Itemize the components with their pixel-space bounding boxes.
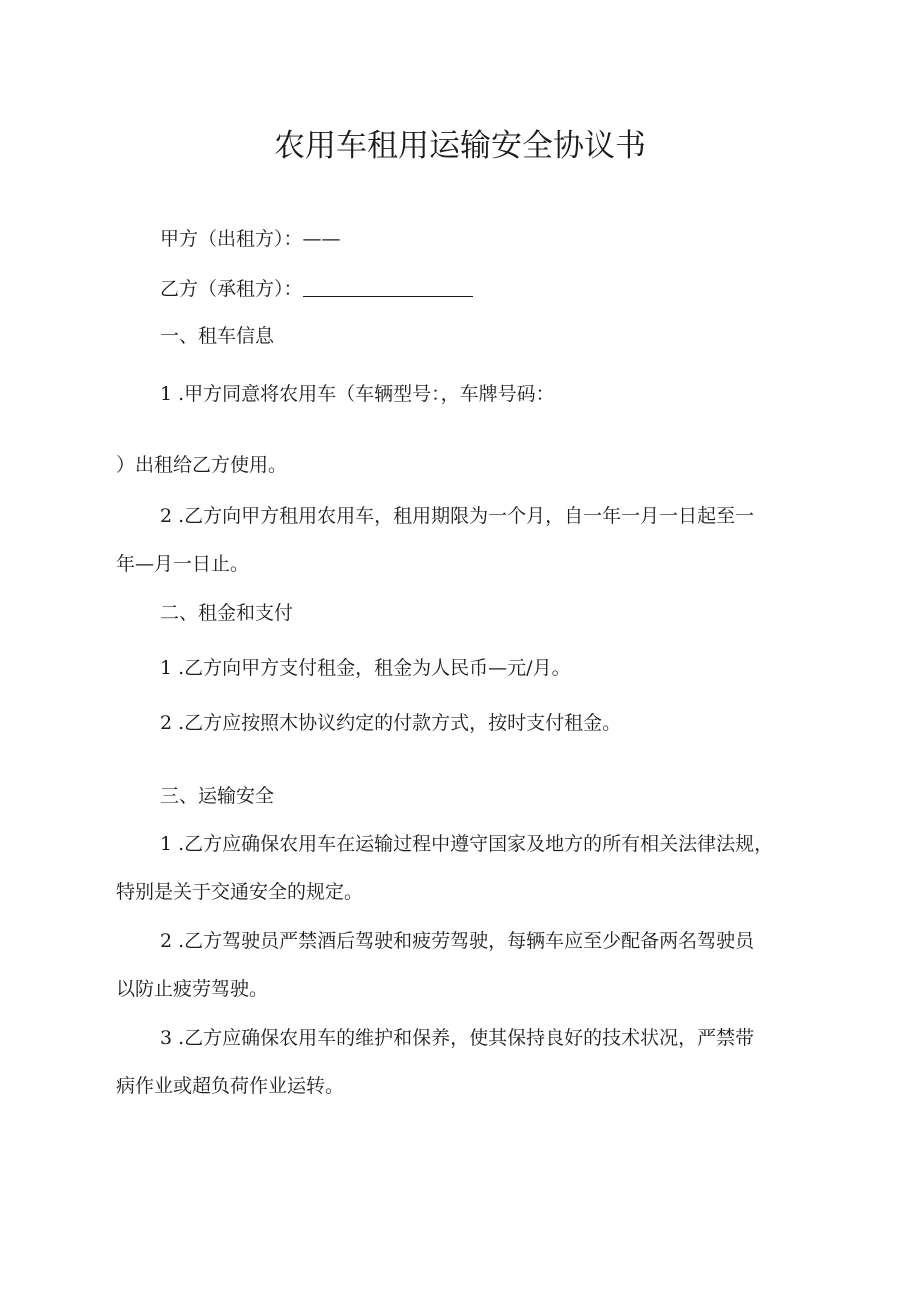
section-3-item-3-line-1: 3 .乙方应确保农用车的维护和保养，使其保持良好的技术状况，严禁带	[160, 1027, 755, 1049]
section-3-item-1-line-2: 特别是关于交通安全的规定。	[116, 881, 364, 903]
section-3-item-3-line-2: 病作业或超负荷作业运转。	[116, 1075, 345, 1097]
section-1-heading: 一、租车信息	[160, 325, 275, 347]
party-b-blank	[303, 278, 473, 297]
document-title: 农用车租用运输安全协议书	[274, 128, 646, 164]
section-1-item-1-line-2: ）出租给乙方使用。	[116, 454, 288, 476]
section-1-item-2-line-2: 年—月一日止。	[116, 553, 250, 575]
section-3-item-1-line-1: 1 .乙方应确保农用车在运输过程中遵守国家及地方的所有相关法律法规，	[160, 833, 774, 855]
section-3-item-2-line-1: 2 .乙方驾驶员严禁酒后驾驶和疲劳驾驶，每辆车应至少配备两名驾驶员	[160, 930, 755, 952]
party-b-label: 乙方（承租方）：	[160, 278, 303, 300]
section-3-item-2-line-2: 以防止疲劳驾驶。	[116, 978, 269, 1000]
section-3-heading: 三、运输安全	[160, 785, 275, 807]
party-a-line: 甲方（出租方）：——	[160, 228, 341, 250]
section-2-heading: 二、租金和支付	[160, 602, 294, 624]
section-1-item-1-line-1: 1 .甲方同意将农用车（车辆型号：，车牌号码：	[160, 383, 555, 405]
section-1-item-2-line-1: 2 .乙方向甲方租用农用车，租用期限为一个月，自一年一月一日起至一	[160, 505, 755, 527]
section-2-item-2: 2 .乙方应按照木协议约定的付款方式，按时支付租金。	[160, 712, 622, 734]
section-2-item-1: 1 .乙方向甲方支付租金，租金为人民币—元/月。	[160, 657, 571, 679]
party-b-line	[160, 276, 473, 302]
